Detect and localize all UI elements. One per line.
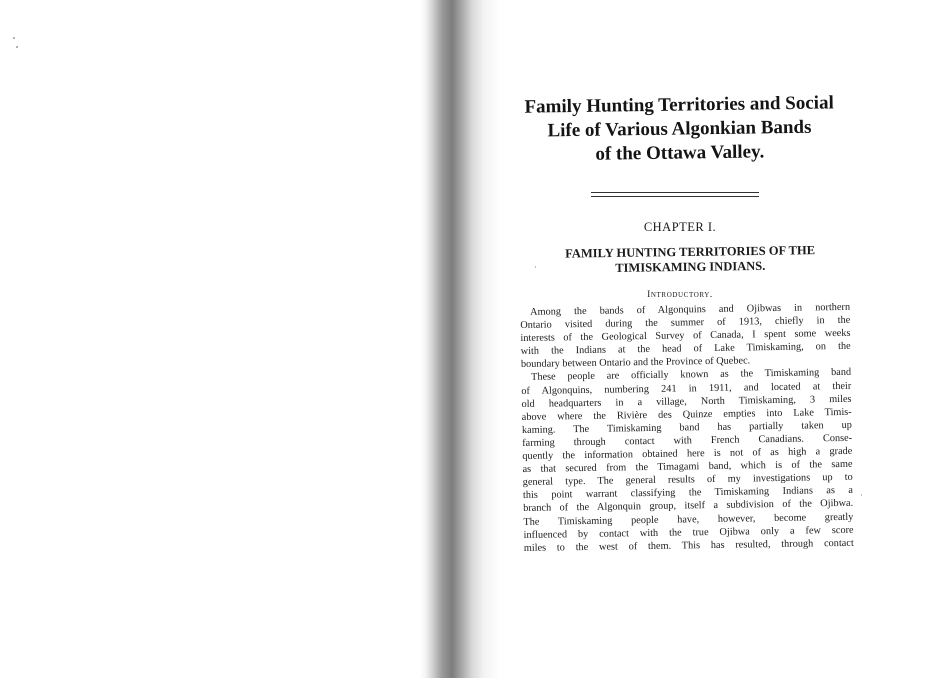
margin-mark: · [534,262,537,272]
paragraph-line: quently the information obtained here is not of as high a grade [522,445,853,463]
introductory-subheading: Introductory. [647,290,713,300]
paragraph-line: of Algonquins, numbering 241 in 1911, and located at their [521,380,852,397]
paragraph-line: farming through contact with French Canadians. Conse- [522,432,853,449]
left-page-blank [0,0,420,678]
paragraph-line: general type. The general results of my investigations up to [522,472,853,489]
book-title-line: of the Ottawa Valley. [595,141,765,165]
book-gutter-shadow [420,0,500,678]
title-double-rule [591,192,759,197]
section-title [540,243,840,277]
chapter-heading: CHAPTER I. [643,220,717,234]
paragraph-line: Among the bands of Algonquins and Ojibwas in northern [530,301,851,318]
paragraph-line: this point warrant classifying the Timiskaming Indians as a [522,485,854,502]
paragraph-line: with the Indians at the head of Lake Timiskaming, on the [520,341,851,358]
right-page [500,0,940,678]
body-text [520,301,854,555]
section-title-line: FAMILY HUNTING TERRITORIES OF THE [565,243,816,261]
book-title-line: Family Hunting Territories and Social [524,92,834,118]
paragraph-line: The Timiskaming people have, however, become greatly [523,511,854,528]
paragraph-line: These people are officially known as the Timiskaming band [531,367,852,384]
paragraph-line: interests of the Geological Survey of Canada, I spent some weeks [520,328,851,345]
book-title [504,91,855,168]
paper-speck [13,37,15,39]
section-title-line: TIMISKAMING INDIANS. [615,258,766,275]
paragraph-line: kaming. The Timiskaming band has partially taken up [521,419,852,436]
paragraph-line: old headquarters in a village, North Timiskaming, 3 miles [521,393,852,410]
paragraph-line: miles to the west of them. This has resulted, through contact [523,537,854,554]
paragraph-line: as that secured from the Timagami band, which is of the same [522,458,853,476]
paragraph-line: branch of the Algonquin group, itself a subdivision of the Ojibwa. [523,498,854,515]
paragraph-line: above where the Rivière des Quinze empties into Lake Timis- [521,406,852,423]
book-title-line: Life of Various Algonkian Bands [547,116,812,142]
paragraph-line: Ontario visited during the summer of 1913, chiefly in the [520,314,851,332]
paragraph-line: influenced by contact with the true Ojibwa only a few score [523,524,854,541]
paragraph-line: boundary between Ontario and the Province of Quebec. [520,355,751,371]
margin-mark: · [860,490,863,500]
paper-speck [16,46,18,48]
